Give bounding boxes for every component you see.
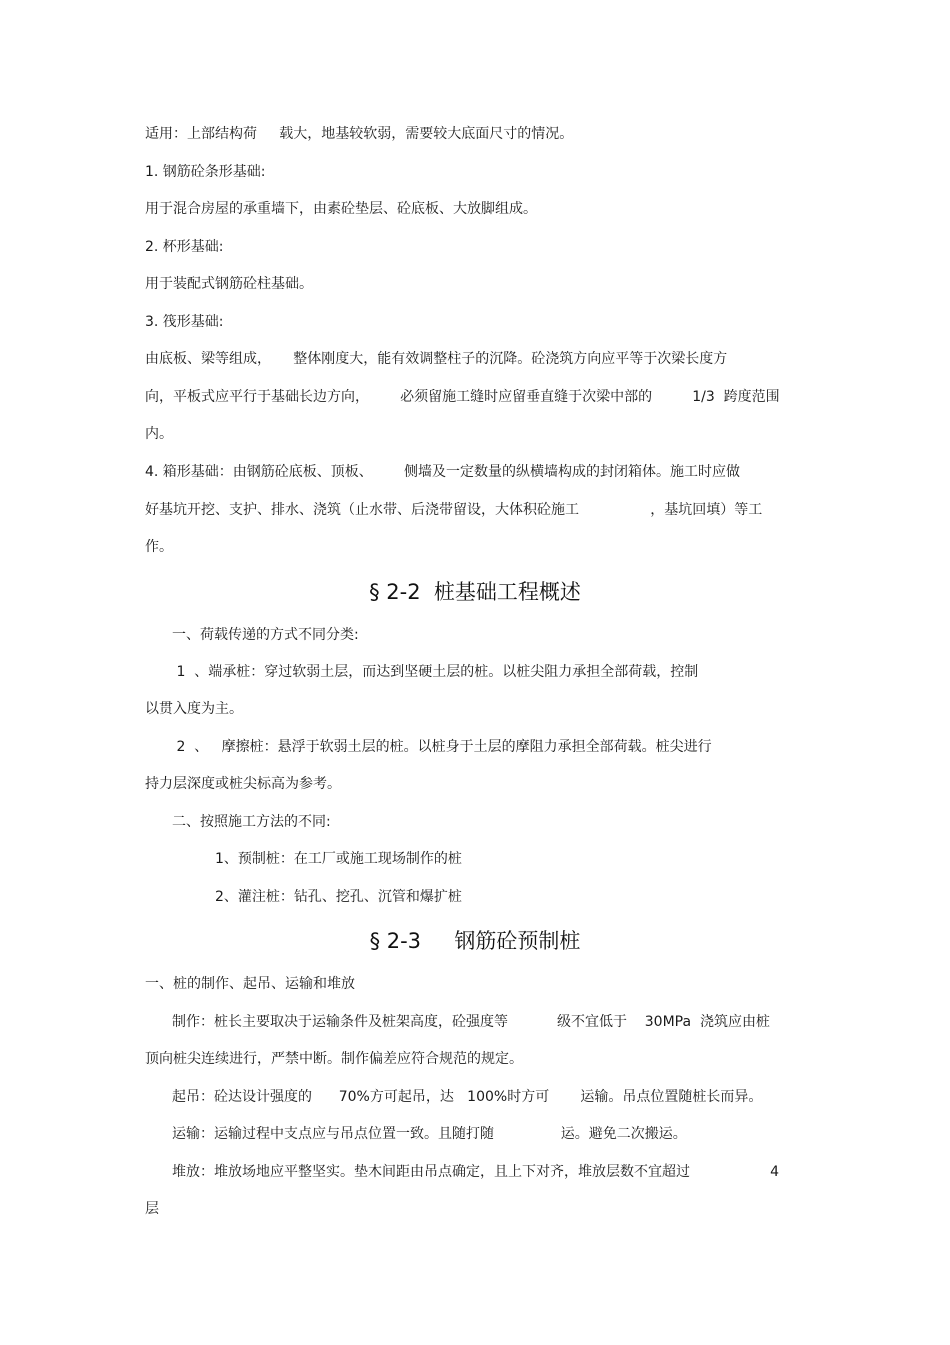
cast-in-place-pile-text: 2、灌注桩：钻孔、挖孔、沉管和爆扩桩 [215,889,462,905]
item-box-foundation-text-2: 好基坑开挖、支护、排水、浇筑（止水带、后浇带留设，大体积砼施工 ，基坑回填）等工 [145,502,763,518]
item-cup-foundation-text: 用于装配式钢筋砼柱基础。 [145,276,313,292]
item-strip-foundation-text: 用于混合房屋的承重墙下，由素砼垫层、砼底板、大放脚组成。 [145,201,537,217]
section-heading-2-3: § 2-3 钢筋砼预制桩 [369,929,581,953]
stacking-text-1: 堆放：堆放场地应平整坚实。垫木间距由吊点确定，且上下对齐，堆放层数不宜超过 4 [172,1164,780,1180]
item-raft-foundation-title: 3. 筏形基础: [145,314,224,330]
item-cup-foundation-title: 2. 杯形基础: [145,239,224,255]
fabrication-text-1: 制作：桩长主要取决于运输条件及桩架高度，砼强度等 级不宜低于 30MPa 浇筑应由桩 [172,1014,770,1030]
friction-pile-text-2: 持力层深度或桩尖标高为参考。 [145,776,341,792]
item-box-foundation-text-3: 作。 [145,539,173,555]
end-bearing-pile-text-2: 以贯入度为主。 [145,701,243,717]
item-raft-foundation-text-1: 由底板、梁等组成， 整体刚度大，能有效调整柱子的沉降。砼浇筑方向应平等于次梁长度方 [145,351,728,367]
item-raft-foundation-text-3: 内。 [145,426,173,442]
precast-pile-text: 1、预制桩：在工厂或施工现场制作的桩 [215,851,462,867]
friction-pile-text-1: 2 、 摩擦桩：悬浮于软弱土层的桩。以桩身于土层的摩阻力承担全部荷载。桩尖进行 [172,739,712,755]
item-raft-foundation-text-2: 向，平板式应平行于基础长边方向， 必须留施工缝时应留垂直缝于次梁中部的 1/3 跨度范围 [145,389,780,405]
transport-text: 运输：运输过程中支点应与吊点位置一致。且随打随 运。避免二次搬运。 [172,1126,687,1142]
paragraph-applicability: 适用：上部结构荷 载大，地基较软弱，需要较大底面尺寸的情况。 [145,126,574,142]
fabrication-text-2: 顶向桩尖连续进行，严禁中断。制作偏差应符合规范的规定。 [145,1051,523,1067]
section-heading-2-2: § 2-2 桩基础工程概述 [369,580,581,604]
pile-handling-title: 一、桩的制作、起吊、运输和堆放 [145,976,355,992]
classification-by-load-transfer: 一、荷载传递的方式不同分类: [172,627,359,643]
lifting-text: 起吊：砼达设计强度的 70%方可起吊，达 100%时方可 运输。吊点位置随桩长而异。 [172,1089,763,1105]
end-bearing-pile-text-1: 1 、端承桩：穿过软弱土层，而达到坚硬土层的桩。以桩尖阻力承担全部荷载，控制 [172,664,699,680]
classification-by-construction: 二、按照施工方法的不同: [172,814,331,830]
item-box-foundation-text-1: 4. 箱形基础：由钢筋砼底板、顶板、 侧墙及一定数量的纵横墙构成的封闭箱体。施工时应做 [145,464,740,480]
item-strip-foundation-title: 1. 钢筋砼条形基础: [145,164,266,180]
stacking-text-2: 层 [145,1201,159,1217]
